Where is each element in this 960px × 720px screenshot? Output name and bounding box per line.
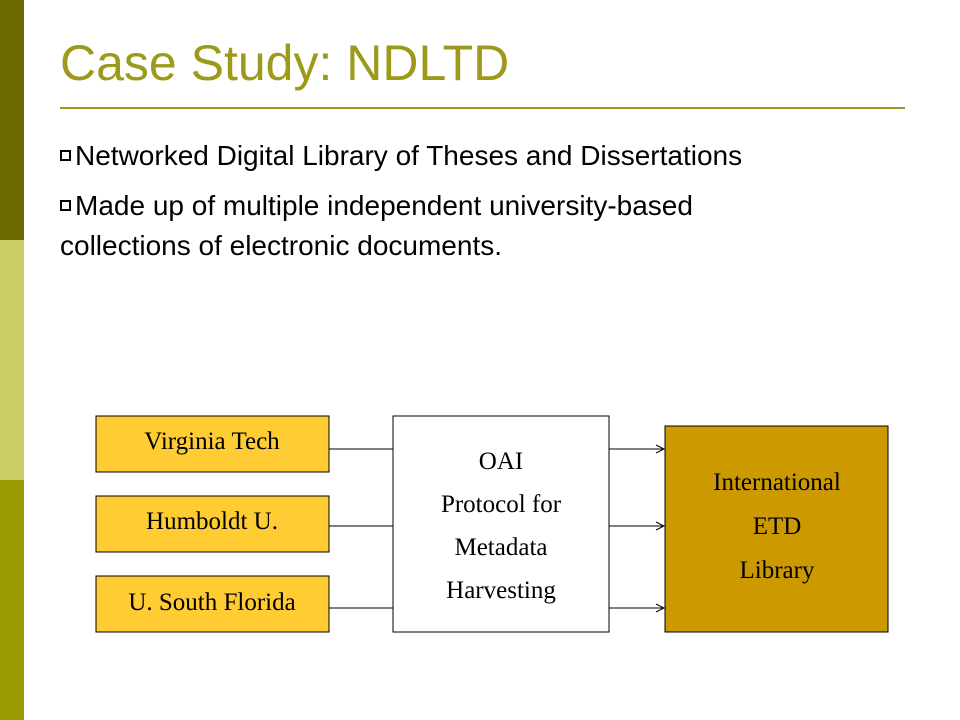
- protocol-line-metadata: Metadata: [454, 534, 548, 561]
- bullet-text: Made up of multiple independent university-based collections of electronic documents.: [60, 190, 693, 261]
- source-label-south-florida: U. South Florida: [128, 589, 296, 616]
- protocol-line-harvesting: Harvesting: [446, 577, 556, 604]
- protocol-line-oai: OAI: [478, 448, 524, 475]
- protocol-line-protocol-for: Protocol for: [440, 491, 562, 518]
- bullet-text: Networked Digital Library of Theses and Dissertations: [75, 140, 743, 171]
- library-line-international: International: [713, 469, 841, 496]
- library-line-etd: ETD: [752, 513, 802, 540]
- source-label-virginia-tech: Virginia Tech: [144, 428, 280, 455]
- slide-title: Case Study: NDLTD: [60, 35, 510, 91]
- source-label-humboldt: Humboldt U.: [146, 508, 278, 535]
- library-line-library: Library: [739, 557, 815, 584]
